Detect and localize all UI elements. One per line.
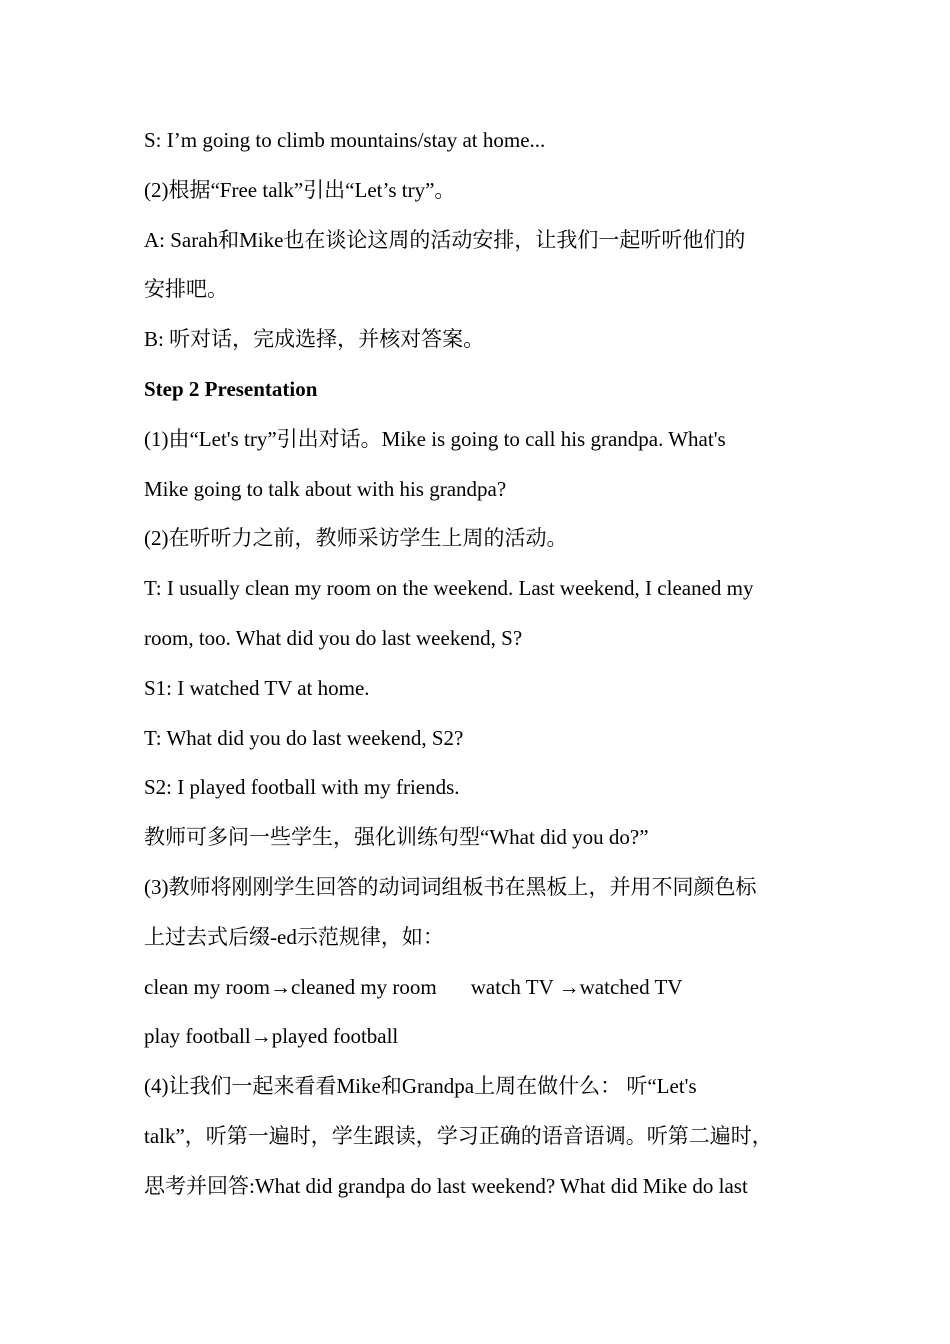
document-body [144,116,806,1212]
text-line: (2)根据“Free talk”引出“Let’s try”。 [144,177,456,202]
text-line: room, too. What did you do last weekend, S? [144,625,523,650]
text-line: (1)由“Let's try”引出对话。Mike is going to call his grandpa. What's [144,426,726,451]
text-line: S2: I played football with my friends. [144,775,460,800]
text-line: B: 听对话，完成选择，并核对答案。 [144,327,485,352]
section-heading: Step 2 Presentation [144,376,318,401]
text-line: T: What did you do last weekend, S2? [144,725,464,750]
text-line: Mike going to talk about with his grandpa? [144,476,507,501]
example-line [144,963,806,1013]
text-line: 安排吧。 [144,277,228,302]
text-line: S1: I watched TV at home. [144,675,370,700]
text-line: T: I usually clean my room on the weekend. Last weekend, I cleaned my [144,576,754,601]
text-line: (3)教师将刚刚学生回答的动词词组板书在黑板上，并用不同颜色标 [144,874,757,899]
text-line: 教师可多问一些学生，强化训练句型“What did you do?” [144,825,649,850]
text-line: play football→played football [144,1024,399,1049]
text-line: 思考并回答:What did grandpa do last weekend? What did Mike do last [144,1173,748,1198]
text-line: (2)在听听力之前，教师采访学生上周的活动。 [144,526,568,551]
example-clean-room: clean my room→cleaned my room [144,974,437,999]
text-line: 上过去式后缀-ed示范规律，如： [144,924,444,949]
text-line: talk”，听第一遍时，学生跟读，学习正确的语音语调。听第二遍时， [144,1123,773,1148]
example-watch-tv: watch TV →watched TV [470,974,683,999]
text-line: S: I’m going to climb mountains/stay at home... [144,128,546,152]
text-line: (4)让我们一起来看看Mike和Grandpa上周在做什么： 听“Let's [144,1074,697,1099]
text-line: A: Sarah和Mike也在谈论这周的活动安排，让我们一起听听他们的 [144,227,746,252]
